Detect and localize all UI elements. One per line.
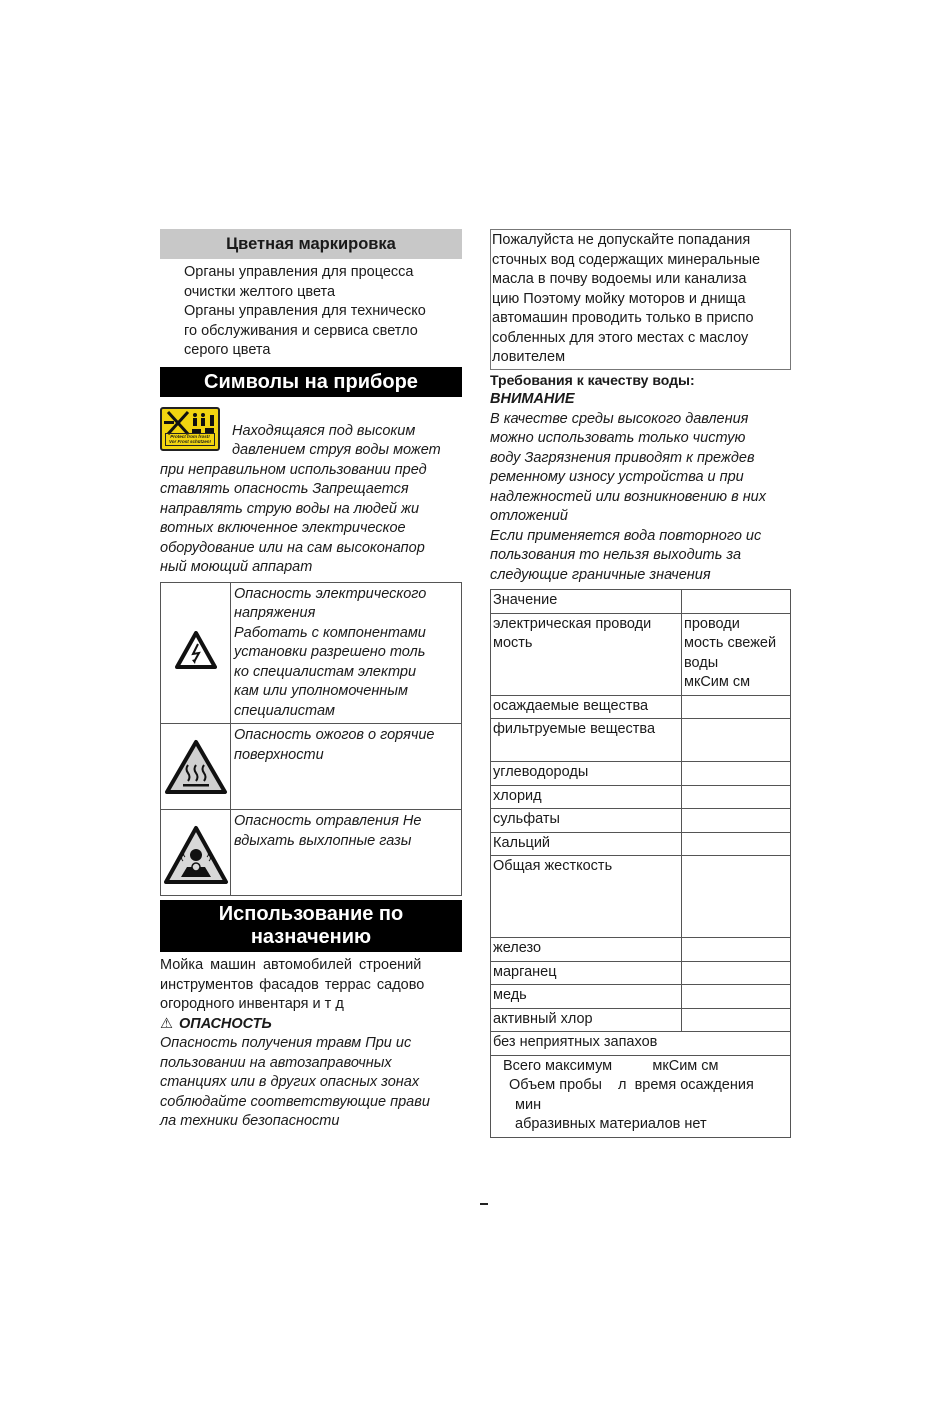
table-row bbox=[161, 724, 462, 810]
value-cell bbox=[682, 695, 791, 719]
text-line: можно использовать только чистую bbox=[490, 430, 746, 446]
text-line: надлежностей или возникновению в них bbox=[490, 488, 766, 505]
param-cell: Значение bbox=[491, 590, 682, 614]
table-row bbox=[491, 832, 791, 856]
odor-row-cell: без неприятных запахов bbox=[491, 1032, 791, 1056]
text-line: Опасность электрического bbox=[234, 585, 427, 602]
text-line: пользовании на автозаправочных bbox=[160, 1054, 392, 1071]
icon-cell bbox=[161, 724, 231, 810]
param-cell: электрическая проводи мость bbox=[491, 613, 682, 695]
heading-line: назначению bbox=[250, 926, 372, 948]
text-line: Органы управления для процесса bbox=[184, 264, 414, 280]
value-cell bbox=[682, 856, 791, 938]
table-row bbox=[491, 695, 791, 719]
value-cell bbox=[682, 809, 791, 833]
water-quality-heading: Требования к качеству воды: bbox=[490, 371, 695, 388]
heading-line: Использование по bbox=[218, 903, 404, 925]
table-row bbox=[161, 810, 462, 896]
right-column bbox=[490, 229, 791, 1138]
text-line: давлением струя воды может bbox=[232, 442, 441, 458]
text-line: сточных вод содержащих минеральные bbox=[492, 251, 761, 268]
electric-hazard-icon bbox=[175, 631, 217, 669]
text-line: Пожалуйста не допускайте попадания bbox=[492, 232, 751, 248]
text-line: ставлять опасность Запрещается bbox=[160, 481, 409, 497]
symbols-heading: Символы на приборе bbox=[160, 367, 462, 397]
water-limits-table bbox=[490, 589, 791, 1138]
param-cell: сульфаты bbox=[491, 809, 682, 833]
text-line: пользования то нельзя выходить за bbox=[490, 547, 742, 563]
text-line: Если применяется вода повторного ис bbox=[490, 527, 762, 544]
table-row bbox=[491, 719, 791, 762]
param-cell: марганец bbox=[491, 961, 682, 985]
text-line: масла в почву водоемы или канализа bbox=[492, 271, 747, 287]
param-cell: Общая жесткость bbox=[491, 856, 682, 938]
text-line: Находящаяся под высоким bbox=[232, 422, 416, 439]
text-line: Опасность получения травм При ис bbox=[160, 1035, 412, 1051]
table-row bbox=[491, 1008, 791, 1032]
table-row bbox=[491, 856, 791, 938]
table-row bbox=[491, 590, 791, 614]
frost-label-en: Protect from frost! bbox=[170, 433, 210, 439]
text-line: абразивных материалов нет bbox=[515, 1116, 707, 1132]
text-line: В качестве среды высокого давления bbox=[490, 410, 749, 427]
value-cell bbox=[682, 961, 791, 985]
text-line: очистки желтого цвета bbox=[184, 283, 336, 300]
param-cell: медь bbox=[491, 985, 682, 1009]
hazard-text bbox=[231, 810, 462, 896]
value-cell bbox=[682, 762, 791, 786]
param-cell: Кальций bbox=[491, 832, 682, 856]
danger-label-text: ОПАСНОСТЬ bbox=[179, 1015, 272, 1032]
danger-label bbox=[160, 1015, 462, 1035]
frost-label-de: Vor Frost schützen! bbox=[168, 438, 212, 444]
page-number bbox=[480, 1203, 488, 1205]
text-line: ный моющий аппарат bbox=[160, 559, 313, 575]
color-coding-text bbox=[160, 259, 462, 361]
danger-text bbox=[160, 1034, 462, 1132]
param-cell: осаждаемые вещества bbox=[491, 695, 682, 719]
value-cell bbox=[682, 832, 791, 856]
table-row bbox=[491, 985, 791, 1009]
text-line: инструментов фасадов террас садово bbox=[160, 976, 425, 993]
text-line: автомашин проводить только в приспо bbox=[492, 310, 754, 326]
text-line: серого цвета bbox=[184, 342, 271, 358]
text-line: станциях или в других опасных зонах bbox=[160, 1074, 420, 1090]
text-line: ла техники безопасности bbox=[160, 1113, 340, 1129]
color-coding-heading: Цветная маркировка bbox=[160, 229, 462, 259]
intended-use-heading bbox=[160, 900, 462, 952]
text-line: цию Поэтому мойку моторов и днища bbox=[492, 290, 746, 307]
text-line: Работать с компонентами bbox=[234, 624, 426, 641]
text-line: вотных включенное электрическое bbox=[160, 520, 406, 536]
param-cell: фильтруемые вещества bbox=[491, 719, 682, 762]
param-cell: активный хлор bbox=[491, 1008, 682, 1032]
text-line: Опасность отравления Не bbox=[234, 813, 422, 829]
text-line: направлять струю воды на людей жи bbox=[160, 500, 420, 517]
table-row bbox=[491, 938, 791, 962]
text-line: воду Загрязнения приводят к преждев bbox=[490, 449, 755, 466]
text-line: собленных для этого местах с маслоу bbox=[492, 329, 749, 346]
param-cell: углеводороды bbox=[491, 762, 682, 786]
hazard-symbols-table bbox=[160, 582, 462, 897]
text-line: специалистам bbox=[234, 702, 335, 719]
hot-surface-icon bbox=[164, 739, 228, 795]
hazard-text bbox=[231, 724, 462, 810]
frost-warning bbox=[160, 407, 462, 578]
frost-label bbox=[165, 433, 215, 446]
value-cell bbox=[682, 1008, 791, 1032]
water-quality-text bbox=[490, 410, 791, 586]
table-row bbox=[491, 961, 791, 985]
param-cell: хлорид bbox=[491, 785, 682, 809]
text-line: установки разрешено толь bbox=[234, 644, 426, 660]
text-line: кам или уполномоченным bbox=[234, 683, 408, 699]
text-line: вдыхать выхлопные газы bbox=[234, 832, 412, 849]
param-cell: железо bbox=[491, 938, 682, 962]
table-row bbox=[491, 809, 791, 833]
text-line: мин bbox=[515, 1096, 542, 1113]
text-line: го обслуживания и сервиса светло bbox=[184, 322, 418, 339]
environment-notice-box bbox=[490, 229, 791, 370]
frost-protection-icon bbox=[160, 407, 220, 451]
warning-triangle-icon: ⚠ bbox=[160, 1015, 173, 1032]
icon-cell bbox=[161, 582, 231, 724]
text-line: Всего максимум мкСим см bbox=[503, 1057, 719, 1074]
table-row bbox=[491, 785, 791, 809]
text-line: следующие граничные значения bbox=[490, 566, 711, 583]
toxic-fumes-icon bbox=[163, 825, 229, 885]
table-row bbox=[491, 762, 791, 786]
text-line: ременному износу устройства и при bbox=[490, 469, 744, 485]
intended-use-text bbox=[160, 956, 462, 1015]
hazard-text bbox=[231, 582, 462, 724]
value-cell bbox=[682, 590, 791, 614]
value-cell bbox=[682, 938, 791, 962]
text-line: ко специалистам электри bbox=[234, 663, 417, 680]
text-line: отложений bbox=[490, 508, 568, 524]
text-line: при неправильном использовании пред bbox=[160, 461, 427, 478]
text-line: соблюдайте соответствующие прави bbox=[160, 1093, 430, 1110]
text-line: оборудование или на сам высоконапор bbox=[160, 539, 425, 556]
value-cell bbox=[682, 785, 791, 809]
icon-cell bbox=[161, 810, 231, 896]
table-row bbox=[491, 1032, 791, 1056]
text-line: ловителем bbox=[492, 349, 566, 365]
footer-cell bbox=[491, 1055, 791, 1137]
table-row bbox=[491, 613, 791, 695]
table-footer-row bbox=[491, 1055, 791, 1137]
value-cell bbox=[682, 985, 791, 1009]
attention-label: ВНИМАНИЕ bbox=[490, 391, 575, 407]
text-line: Опасность ожогов о горячие bbox=[234, 727, 435, 743]
value-cell bbox=[682, 719, 791, 762]
table-row bbox=[161, 582, 462, 724]
value-cell: проводи мость свежей воды мкСим см bbox=[682, 613, 791, 695]
text-line: Органы управления для техническо bbox=[184, 303, 426, 319]
left-column bbox=[160, 229, 462, 1132]
text-line: Мойка машин автомобилей строений bbox=[160, 957, 422, 973]
text-line: Объем пробы л время осаждения bbox=[509, 1077, 754, 1093]
text-line: напряжения bbox=[234, 605, 316, 621]
text-line: огородного инвентаря и т д bbox=[160, 996, 344, 1012]
text-line: поверхности bbox=[234, 746, 324, 763]
